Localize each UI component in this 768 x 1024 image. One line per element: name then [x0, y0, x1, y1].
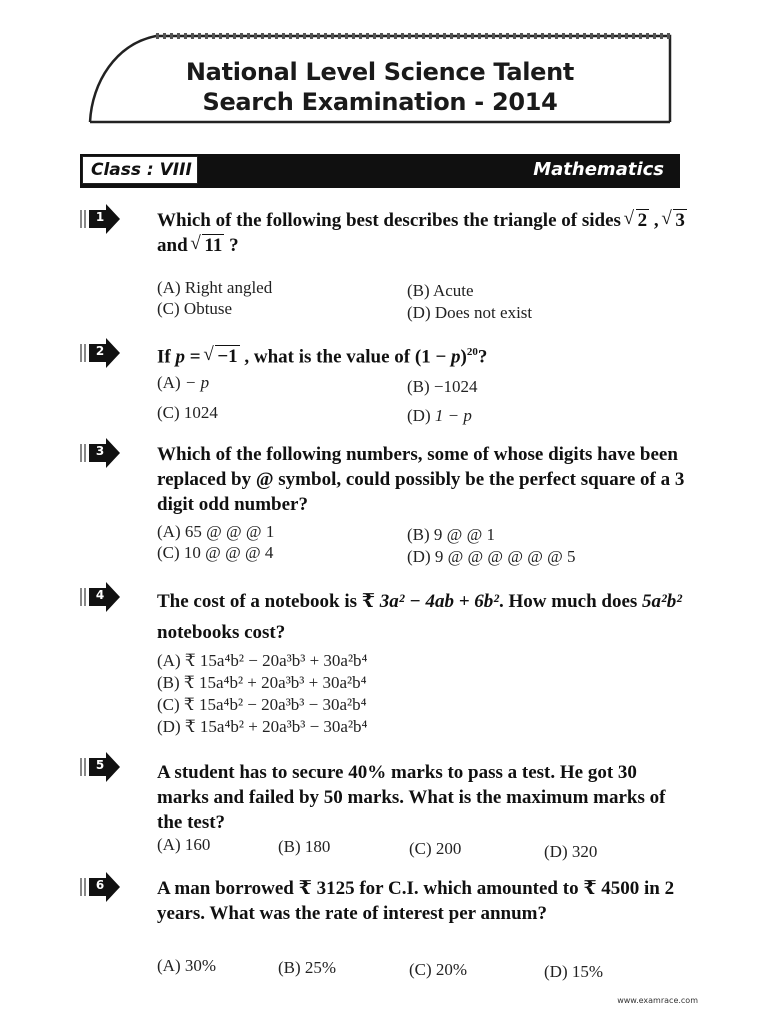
- question-1-number: 1: [95, 210, 105, 224]
- question-1-option-b: (B) Acute: [407, 281, 474, 300]
- question-4-option-c: (C) ₹ 15a⁴b² − 20a³b³ − 30a²b⁴: [157, 695, 367, 714]
- question-1-option-d: (D) Does not exist: [407, 303, 533, 322]
- question-5-option-d: (D) 320: [544, 842, 598, 861]
- question-4-option-b: (B) ₹ 15a⁴b² + 20a³b³ + 30a²b⁴: [157, 673, 367, 692]
- subject-name: Mathematics: [533, 159, 664, 180]
- question-3-option-b: (B) 9 @ @ 1: [407, 525, 495, 544]
- question-6-option-d: (D) 15%: [544, 962, 604, 981]
- class-label: Class : VIII: [82, 156, 198, 184]
- question-2-option-c: (C) 1024: [157, 403, 218, 422]
- question-5-option-c: (C) 200: [409, 839, 462, 858]
- exam-title-line2: Search Examination - 2014: [202, 88, 558, 116]
- question-3-number: 3: [95, 444, 105, 458]
- question-4-option-d: (D) ₹ 15a⁴b² + 20a³b³ − 30a²b⁴: [157, 717, 368, 736]
- question-5-number: 5: [95, 758, 105, 772]
- question-2-option-b: (B) −1024: [407, 377, 478, 396]
- question-6-option-a: (A) 30%: [157, 956, 217, 975]
- question-5-marker: [80, 752, 122, 782]
- question-3-marker: [80, 438, 122, 468]
- question-5-text: A student has to secure 40% marks to pass a test. He got 30 marks and failed by 50 marks. What is the maximum marks of the test?: [157, 762, 666, 833]
- question-6-marker: [80, 872, 122, 902]
- question-6-text: A man borrowed ₹ 3125 for C.I. which amounted to ₹ 4500 in 2 years. What was the rate of interest per annum?: [157, 878, 675, 924]
- question-6-option-c: (C) 20%: [409, 960, 468, 979]
- question-3-option-c: (C) 10 @ @ @ 4: [157, 543, 274, 562]
- question-2-number: 2: [95, 344, 105, 358]
- question-6-option-b: (B) 25%: [278, 958, 337, 977]
- subject-bar: [80, 154, 680, 188]
- question-4-text: The cost of a notebook is ₹ 3a² − 4ab + 6b². How much does 5a²b² notebooks cost?: [157, 591, 682, 643]
- question-3-text: Which of the following numbers, some of whose digits have been replaced by @ symbol, could possibly be the perfect square of a 3 digit odd number?: [157, 444, 685, 515]
- question-5-option-b: (B) 180: [278, 837, 331, 856]
- question-5-option-a: (A) 160: [157, 835, 211, 854]
- question-3-option-d: (D) 9 @ @ @ @ @ @ 5: [407, 547, 576, 566]
- question-2-text: If p = √ −1 , what is the value of $(1 - p)^{20}$?: [157, 340, 687, 369]
- exam-title-line1: National Level Science Talent: [185, 58, 575, 86]
- source-watermark: www.examrace.com: [617, 996, 698, 1005]
- question-2-option-d: (D) 1 − p: [407, 406, 472, 425]
- question-3-option-a: (A) 65 @ @ @ 1: [157, 522, 275, 541]
- question-1-option-c: (C) Obtuse: [157, 299, 233, 318]
- question-6-number: 6: [95, 878, 105, 892]
- exam-title-banner: [86, 32, 674, 124]
- question-4-option-a: (A) ₹ 15a⁴b² − 20a³b³ + 30a²b⁴: [157, 651, 368, 670]
- question-2-marker: [80, 338, 122, 368]
- question-2-option-a: (A) − p: [157, 373, 210, 392]
- question-1-text: Which of the following best describes the triangle of sides √ 2 , √ 3 and √ 11 ?: [157, 208, 687, 258]
- question-1-marker: [80, 204, 122, 234]
- question-4-number: 4: [95, 588, 105, 602]
- question-1-option-a: (A) Right angled: [157, 278, 273, 297]
- question-4-marker: [80, 582, 122, 612]
